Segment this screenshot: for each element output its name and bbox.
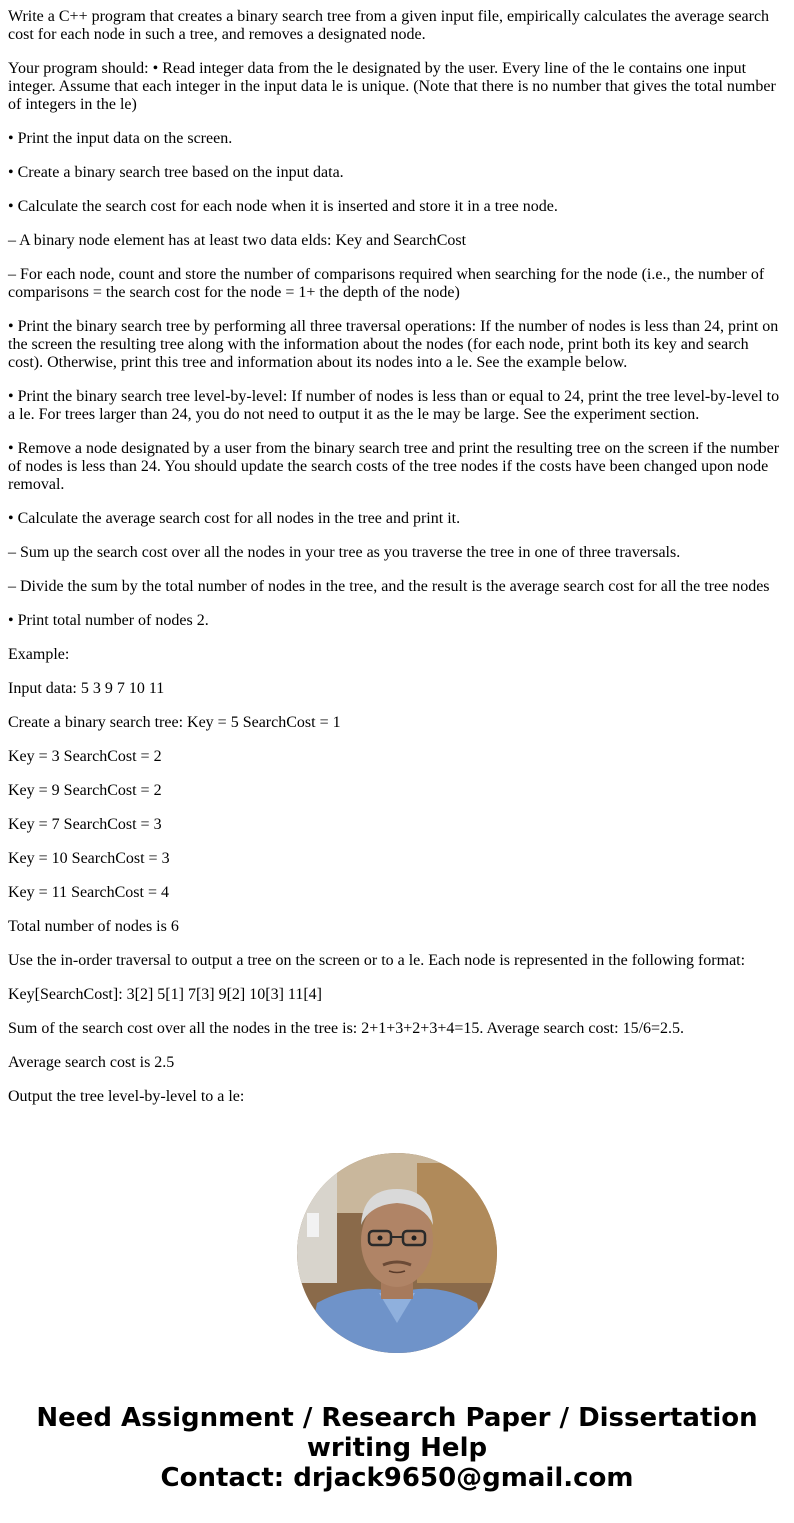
avatar [297,1153,497,1353]
paragraph: Key[SearchCost]: 3[2] 5[1] 7[3] 9[2] 10[3] 11[4] [8,986,322,1003]
banner-line: Need Assignment / Research Paper / Dissertation [36,1403,758,1433]
paragraph: Write a C++ program that creates a binary search tree from a given input file, empirically calculates the average search cost for each node in such a tree, and removes a designated node. [8,8,770,43]
paragraph: – For each node, count and store the number of comparisons required when searching for the node (i.e., the number of comparisons = the search cost for the node = 1+ the depth of the node) [8,266,765,301]
paragraph: Total number of nodes is 6 [8,918,179,935]
paragraph: • Calculate the search cost for each node when it is inserted and store it in a tree node. [8,198,558,215]
paragraph: Key = 10 SearchCost = 3 [8,850,170,867]
paragraph: • Create a binary search tree based on the input data. [8,164,344,181]
paragraph: Output the tree level-by-level to a le: [8,1088,245,1105]
paragraph: • Print the input data on the screen. [8,130,233,147]
promo-banner [0,1403,794,1493]
document-body [8,8,786,1122]
paragraph: Key = 7 SearchCost = 3 [8,816,162,833]
paragraph: Key = 3 SearchCost = 2 [8,748,162,765]
paragraph: Input data: 5 3 9 7 10 11 [8,680,165,697]
paragraph: Use the in-order traversal to output a tree on the screen or to a le. Each node is represented in the following format: [8,952,746,969]
paragraph: Key = 9 SearchCost = 2 [8,782,162,799]
banner-contact: Contact: drjack9650@gmail.com [160,1463,634,1493]
paragraph: Average search cost is 2.5 [8,1054,175,1071]
paragraph: • Remove a node designated by a user from the binary search tree and print the resulting tree on the screen if the number of nodes is less than 24. You should update the search costs of the tree nodes if the costs have been changed upon node removal. [8,440,780,493]
paragraph: – A binary node element has at least two data elds: Key and SearchCost [8,232,467,249]
paragraph: Sum of the search cost over all the nodes in the tree is: 2+1+3+2+3+4=15. Average search cost: 15/6=2.5. [8,1020,685,1037]
paragraph: • Print the binary search tree level-by-level: If number of nodes is less than or equal to 24, print the tree level-by-level to a le. For trees larger than 24, you do not need to output it as the le may be large. See the experiment section. [8,388,780,423]
paragraph: Key = 11 SearchCost = 4 [8,884,169,901]
banner-line: writing Help [306,1433,488,1463]
portrait-image [297,1153,497,1353]
paragraph: • Print total number of nodes 2. [8,612,209,629]
paragraph: Create a binary search tree: Key = 5 SearchCost = 1 [8,714,341,731]
paragraph: – Sum up the search cost over all the nodes in your tree as you traverse the tree in one of three traversals. [8,544,681,561]
paragraph: – Divide the sum by the total number of nodes in the tree, and the result is the average search cost for all the tree nodes [8,578,770,595]
paragraph: • Print the binary search tree by performing all three traversal operations: If the number of nodes is less than 24, print on the screen the resulting tree along with the information about the nodes (for each node, print both its key and search cost). Otherwise, print this tree and information about its nodes into a le. See the example below. [8,318,779,371]
paragraph: Example: [8,646,70,663]
paragraph: • Calculate the average search cost for all nodes in the tree and print it. [8,510,461,527]
paragraph: Your program should: • Read integer data from the le designated by the user. Every line of the le contains one input integer. Assume that each integer in the input data le is unique. (Note that there is no number that gives the total number of integers in the le) [8,60,776,113]
